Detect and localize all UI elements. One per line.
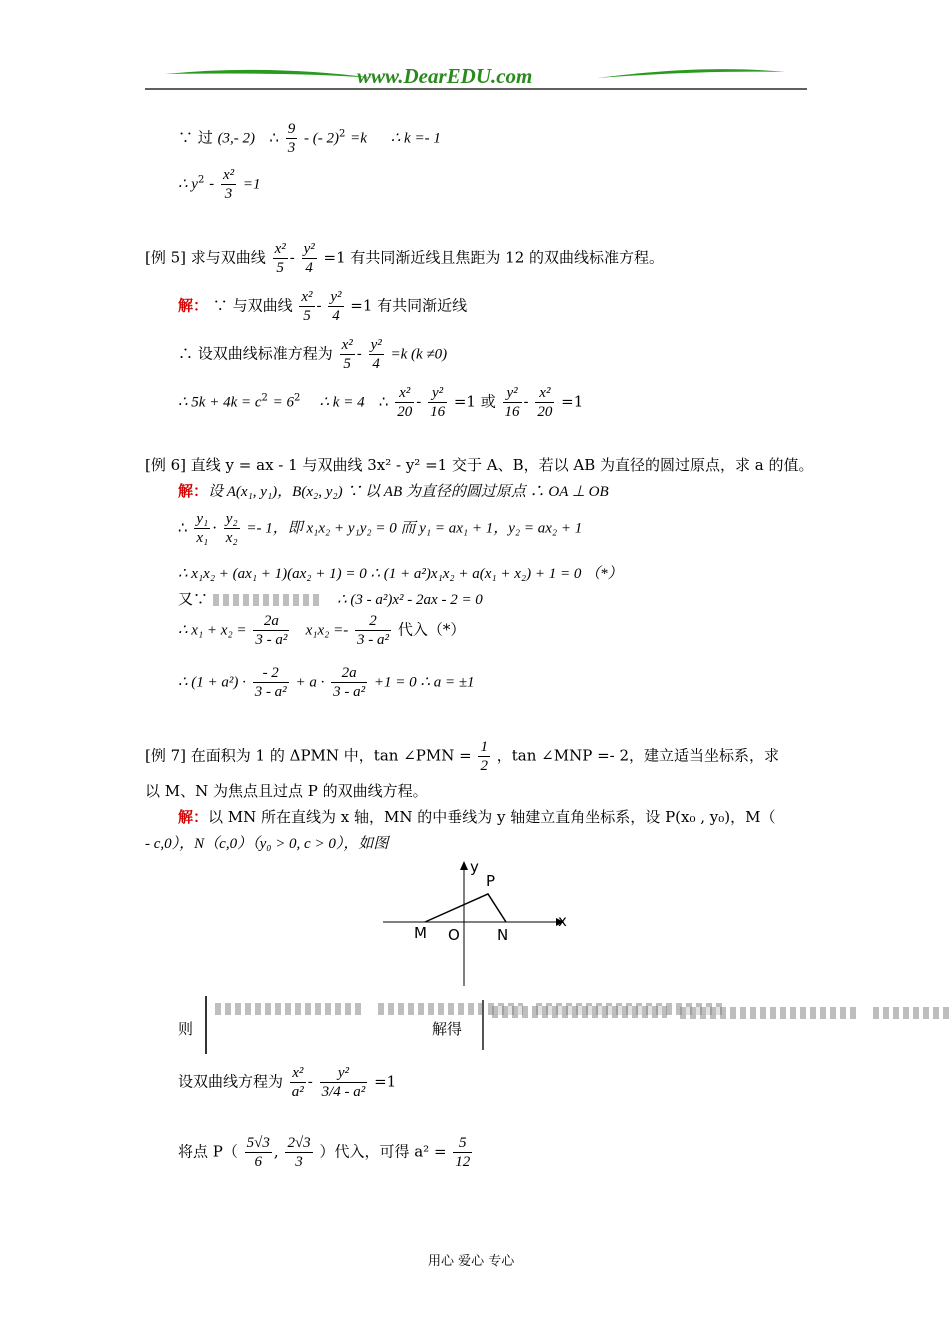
example-6-step-3: ∴ x₁x₂ + (ax₁ + 1)(ax₂ + 1) = 0 ∴ (1 + a²)x₁x₂ + a(x₁ + x₂) + 1 = 0 （*） — [178, 566, 623, 582]
example-5-step-3: ∴ $5k + 4k = c^2 = 6^2$ ∴ k = 4 ∴ $\frac{\text{x²}}{20}$ - $\frac{\text{y²}}{16}$ =1 或 $\frac{\text{y²}}{16}$ - $\frac{\text{x²}}{20}$ =1 — [178, 385, 584, 420]
example-7-step-1: 解：以 MN 所在直线为 x 轴，MN 的中垂线为 y 轴建立直角坐标系，设 P(x₀ , y₀)，M（ — [178, 808, 776, 826]
illegible-system-image — [213, 594, 323, 606]
line-1: ∵ 过 (3,- 2) ∴ $\frac{9}{3}$ - (- 2)$^2$ =k ∴ k =- 1 — [178, 121, 441, 156]
illegible-system-left — [205, 996, 412, 1054]
illegible-solution-right — [482, 1000, 674, 1050]
example-7-statement: [例 7] 在面积为 1 的 ΔPMN 中，tan ∠PMN = $\frac{1}{2}$ ，tan ∠MNP =- 2，建立适当坐标系，求 — [145, 739, 780, 774]
example-7-step-3: 设双曲线方程为 $\frac{\text{x²}}{\text{a²}}$ - $\frac{\text{y²}}{\text{3/4 - a²}}$ =1 — [178, 1065, 397, 1100]
example-6-step-5: ∴ x₁ + x₂ = $\frac{2a}{\text{3 - a²}}$ x₁x₂ =- $\frac{2}{\text{3 - a²}}$ 代入（*） — [178, 613, 466, 648]
example-6-step-2: ∴ $\frac{\text{y₁}}{\text{x₁}}$ · $\frac{\text{y₂}}{\text{x₂}}$ =- 1，即 x₁x₂ + y₁y₂ = 0 而 y₁ = ax₁ + 1，y₂ = ax₂ + 1 — [178, 511, 583, 546]
figure-label-o: O — [448, 926, 460, 944]
example-7-solve: 解得 — [432, 1020, 463, 1038]
footer-slogan: 用心 爱心 专心 — [428, 1254, 515, 1269]
example-7-step-2: - c,0），N（c,0）（y₀ > 0, c > 0），如图 — [145, 836, 389, 852]
figure-label-x: x — [558, 912, 567, 930]
fraction: $\frac{\text{x²}}{3}$ — [222, 167, 235, 202]
coordinate-figure — [380, 856, 580, 991]
example-5-step-2: ∴ 设双曲线标准方程为 $\frac{\text{x²}}{5}$ - $\frac{\text{y²}}{4}$ =k (k ≠0) — [178, 337, 448, 372]
fraction: $\frac{9}{3}$ — [287, 121, 296, 156]
figure-label-n: N — [497, 926, 509, 944]
example-6-step-4: 又∵ ∴ (3 - a²)x² - 2ax - 2 = 0 — [178, 590, 483, 608]
logo-text: www.DearEDU.com — [357, 64, 533, 88]
line-2: ∴ $y^2$ - $\frac{\text{x²}}{3}$ =1 — [178, 167, 261, 202]
example-5-statement: [例 5] 求与双曲线 $\frac{\text{x²}}{5}$ - $\frac{\text{y²}}{4}$ =1 有共同渐近线且焦距为 12 的双曲线标准方程。 — [145, 241, 665, 276]
example-6-statement: [例 6] 直线 y = ax - 1 与双曲线 3x² - y² =1 交于 A、B，若以 AB 为直径的圆过原点，求 a 的值。 — [145, 456, 814, 474]
example-7-step-4: 将点 P（ $\frac{5√3}{6}$ , $\frac{2√3}{3}$ ）代入，可得 a² = $\frac{5}{12}$ — [178, 1135, 471, 1170]
figure-label-m: M — [414, 924, 427, 942]
figure-label-p: P — [486, 872, 496, 890]
figure-label-y: y — [470, 858, 479, 876]
example-7-then: 则 — [178, 1020, 194, 1038]
example-7-statement-2: 以 M、N 为焦点且过点 P 的双曲线方程。 — [145, 782, 428, 800]
example-6-step-1: 解：设 A(x₁, y₁)，B(x₂, y₂) ∵ 以 AB 为直径的圆过原点 ∴ OA ⊥ OB — [178, 482, 609, 500]
example-6-step-6: ∴ (1 + a²) · $\frac{- 2}{\text{3 - a²}}$ + a · $\frac{2a}{\text{3 - a²}}$ +1 = 0 ∴ a = ±1 — [178, 665, 475, 700]
example-5-step-1: 解： ∵ 与双曲线 $\frac{\text{x²}}{5}$ - $\frac{\text{y²}}{4}$ =1 有共同渐近线 — [178, 289, 468, 324]
